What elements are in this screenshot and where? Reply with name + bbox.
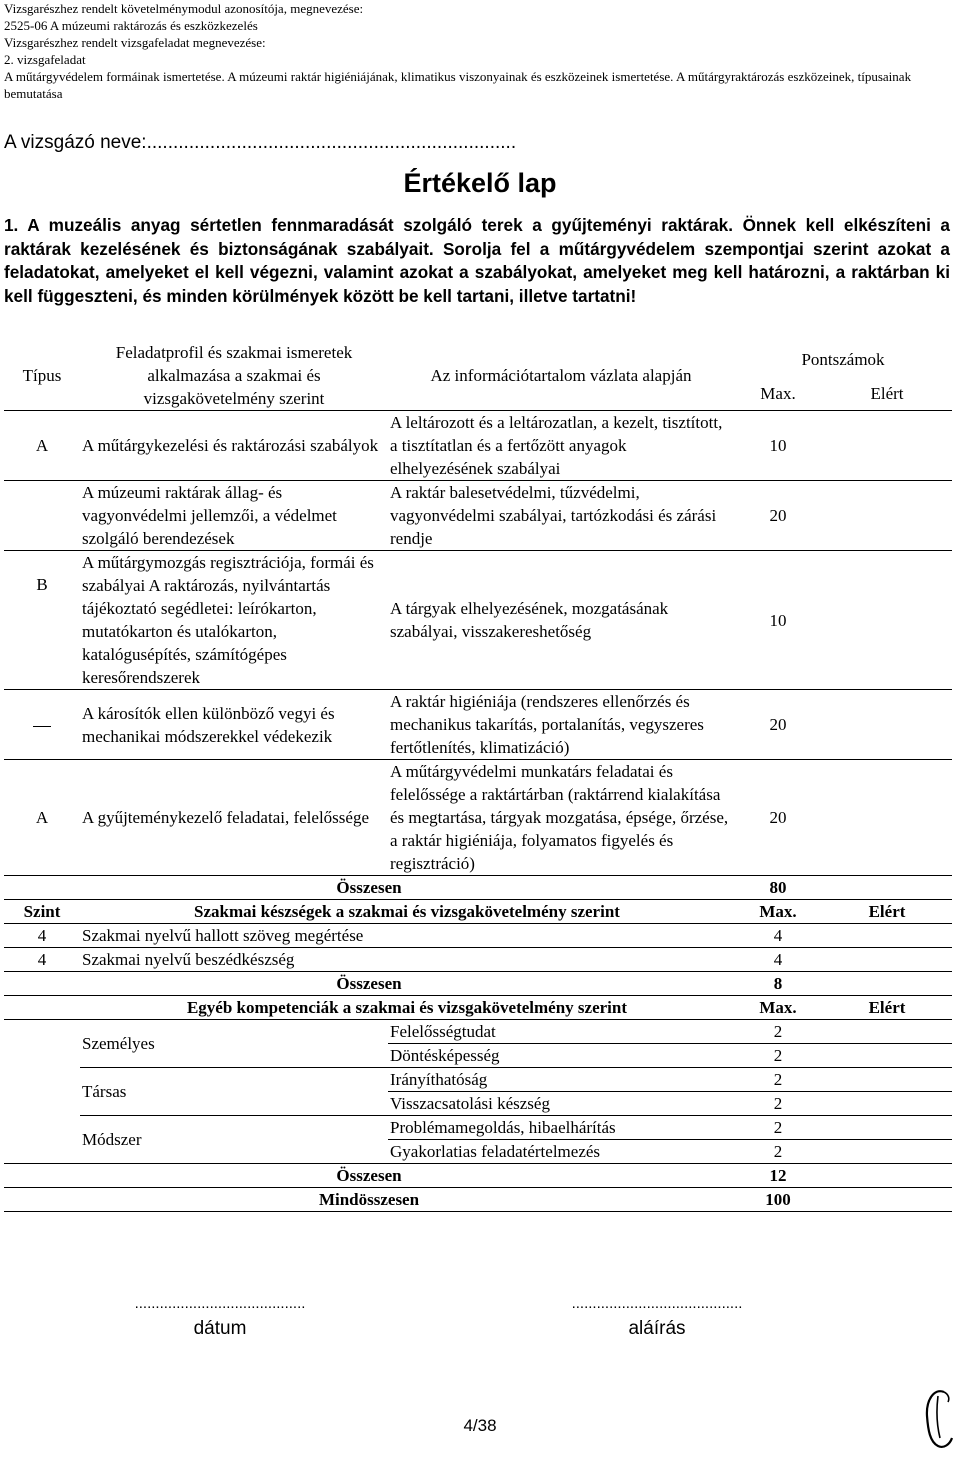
- row-profile: A károsítók ellen különböző vegyi és mechanikai módszerekkel védekezik: [80, 690, 388, 760]
- row-max: 20: [734, 690, 822, 760]
- row-max: 10: [734, 411, 822, 481]
- col-header-elert: Elért: [870, 383, 904, 403]
- competencies-header: Egyéb kompetenciák a szakmai és vizsgakövetelmény szerint: [80, 996, 734, 1020]
- row-max: 20: [734, 760, 822, 876]
- skills-col-szint: Szint: [4, 900, 80, 924]
- task-description: 1. A muzeális anyag sértetlen fennmaradását szolgáló terek a gyűjteményi raktárak. Önnek kell elkészíteni a raktárak kezelésének és biztonságának szabályait. Sorolja fel a műtárgyvédelem szempontjai szerint azokat a feladatokat, amelyeket el kell végezni, valamint azokat a szabályokat, amelyeket meg kell határozni, a raktárban ki kell függeszteni, és minden körülmények között be kell tartani, illetve tartatni!: [4, 215, 950, 306]
- competency-elert[interactable]: [822, 1140, 952, 1164]
- total-value: 8: [734, 972, 822, 996]
- row-type: A: [4, 411, 80, 481]
- total-label: Összesen: [4, 972, 734, 996]
- total-row: [4, 972, 952, 996]
- row-elert[interactable]: [822, 760, 952, 876]
- row-elert[interactable]: [822, 411, 952, 481]
- document-header: [4, 0, 954, 102]
- competency-name: Irányíthatóság: [388, 1068, 734, 1092]
- competency-max: 2: [734, 1068, 822, 1092]
- row-type: [4, 690, 80, 760]
- row-info: A raktár higiéniája (rendszeres ellenőrzés és mechanikus takarítás, portalanítás, vegyszeres fertőtlenítés, klimatizáció): [388, 690, 734, 760]
- competency-elert[interactable]: [822, 1044, 952, 1068]
- competency-elert[interactable]: [822, 1116, 952, 1140]
- row-elert[interactable]: [822, 551, 952, 690]
- grand-total-elert[interactable]: [822, 1188, 952, 1212]
- row-profile: A múzeumi raktárak állag- és vagyonvédelmi jellemzői, a védelmet szolgáló berendezések: [80, 481, 388, 551]
- competency-name: Felelősségtudat: [388, 1020, 734, 1044]
- competency-name: Visszacsatolási készség: [388, 1092, 734, 1116]
- competency-elert[interactable]: [822, 1092, 952, 1116]
- col-header-points: Pontszámok: [801, 350, 885, 370]
- skills-col-elert: Elért: [822, 900, 952, 924]
- competency-max: 2: [734, 1140, 822, 1164]
- sign-signature-block: [517, 1295, 797, 1340]
- row-profile: A gyűjteménykezelő feladatai, felelőssége: [80, 760, 388, 876]
- total-elert[interactable]: [822, 876, 952, 900]
- table-row: [4, 481, 952, 551]
- header-line-4: 2. vizsgafeladat: [4, 52, 86, 67]
- competency-max: 2: [734, 1044, 822, 1068]
- skills-header: Szakmai készségek a szakmai és vizsgakövetelmény szerint: [80, 900, 734, 924]
- competencies-header-row: [4, 996, 952, 1020]
- publisher-logo-icon: [920, 1386, 956, 1452]
- competency-group: Módszer: [80, 1116, 388, 1164]
- row-info: A raktár balesetvédelmi, tűzvédelmi, vagyonvédelmi szabályai, tartózkodási és zárási rendje: [388, 481, 734, 551]
- skill-name: Szakmai nyelvű hallott szöveg megértése: [80, 924, 734, 948]
- competency-max: 2: [734, 1116, 822, 1140]
- skill-level: 4: [4, 948, 80, 972]
- total-label: Összesen: [4, 1164, 734, 1188]
- competency-row: [4, 1116, 952, 1140]
- competency-name: Gyakorlatias feladatértelmezés: [388, 1140, 734, 1164]
- total-row: [4, 876, 952, 900]
- row-elert[interactable]: [822, 690, 952, 760]
- skill-level: 4: [4, 924, 80, 948]
- evaluation-table: [4, 341, 952, 1212]
- row-info: A tárgyak elhelyezésének, mozgatásának szabályai, visszakereshetőség: [388, 551, 734, 690]
- competency-max: 2: [734, 1020, 822, 1044]
- table-row: [4, 690, 952, 760]
- candidate-name-field: A vizsgázó neve:......................................................................: [4, 132, 517, 153]
- grand-total-label: Mindösszesen: [4, 1188, 734, 1212]
- row-info: A leltározott és a leltározatlan, a kezelt, tisztított, a tisztítatlan és a fertőzött anyagok elhelyezésének szabályai: [388, 411, 734, 481]
- row-info: A műtárgyvédelmi munkatárs feladatai és felelőssége a raktártárban (raktárrend kialakítása és megtartása, tárgyak mozgatása, épsége, őrzése, a raktár higiéniája, folyamatos figyelés és regisztráció): [388, 760, 734, 876]
- competency-name: Problémamegoldás, hibaelhárítás: [388, 1116, 734, 1140]
- col-header-info: Az információtartalom vázlata alapján: [430, 366, 692, 385]
- date-label: dátum: [193, 1318, 247, 1339]
- skill-elert[interactable]: [822, 948, 952, 972]
- row-profile: A műtárgymozgás regisztrációja, formái és szabályai A raktározás, nyilvántartás tájékoztató segédletei: leírókarton, mutatókarton és utalókarton, katalógusépítés, számítógépes keresőrendszerek: [80, 551, 388, 690]
- row-elert[interactable]: [822, 481, 952, 551]
- col-header-profile: Feladatprofil és szakmai ismeretek alkalmazása a szakmai és vizsgakövetelmény szerint: [115, 343, 353, 408]
- page-number: 4/38: [463, 1416, 497, 1435]
- competency-row: [4, 1020, 952, 1044]
- skill-row: [4, 924, 952, 948]
- skills-col-max: Max.: [734, 900, 822, 924]
- total-elert[interactable]: [822, 972, 952, 996]
- competency-group: Társas: [80, 1068, 388, 1116]
- skill-max: 4: [734, 924, 822, 948]
- row-max: 20: [734, 481, 822, 551]
- skills-header-row: [4, 900, 952, 924]
- date-signature-block: [80, 1295, 360, 1340]
- page-title: Értékelő lap: [403, 168, 557, 198]
- table-row: [4, 760, 952, 876]
- row-type: B: [4, 551, 80, 690]
- total-value: 12: [734, 1164, 822, 1188]
- sign-label: aláírás: [628, 1318, 686, 1339]
- table-row: [4, 411, 952, 481]
- sign-dots: .........................................: [571, 1295, 743, 1312]
- header-line-5: A műtárgyvédelem formáinak ismertetése. A múzeumi raktár higiéniájának, klimatikus viszonyainak és eszközeinek ismertetése. A műtárgyraktározás eszközeinek, típusainak bemutatása: [4, 69, 912, 101]
- grand-total-row: [4, 1188, 952, 1212]
- skill-max: 4: [734, 948, 822, 972]
- competency-name: Döntésképesség: [388, 1044, 734, 1068]
- competency-elert[interactable]: [822, 1020, 952, 1044]
- row-max: 10: [734, 551, 822, 690]
- grand-total-value: 100: [734, 1188, 822, 1212]
- competency-max: 2: [734, 1092, 822, 1116]
- total-value: 80: [734, 876, 822, 900]
- total-label: Összesen: [4, 876, 734, 900]
- competency-group: Személyes: [80, 1020, 388, 1068]
- skill-name: Szakmai nyelvű beszédkészség: [80, 948, 734, 972]
- competencies-col-max: Max.: [734, 996, 822, 1020]
- dash-mark: [33, 726, 51, 727]
- row-type: [4, 481, 80, 551]
- total-row: [4, 1164, 952, 1188]
- table-row: [4, 551, 952, 690]
- header-line-1: Vizsgarészhez rendelt követelménymodul azonosítója, megnevezése:: [4, 1, 364, 16]
- row-type: A: [4, 760, 80, 876]
- competencies-col-elert: Elért: [822, 996, 952, 1020]
- col-header-max: Max.: [760, 383, 796, 403]
- total-elert[interactable]: [822, 1164, 952, 1188]
- competency-row: [4, 1068, 952, 1092]
- header-line-2: 2525-06 A múzeumi raktározás és eszközkezelés: [4, 18, 258, 33]
- competency-elert[interactable]: [822, 1068, 952, 1092]
- header-line-3: Vizsgarészhez rendelt vizsgafeladat megnevezése:: [4, 35, 266, 50]
- skill-row: [4, 948, 952, 972]
- skill-elert[interactable]: [822, 924, 952, 948]
- col-header-tipus: Típus: [22, 366, 62, 385]
- row-profile: A műtárgykezelési és raktározási szabályok: [80, 411, 388, 481]
- date-dots: .........................................: [134, 1295, 306, 1312]
